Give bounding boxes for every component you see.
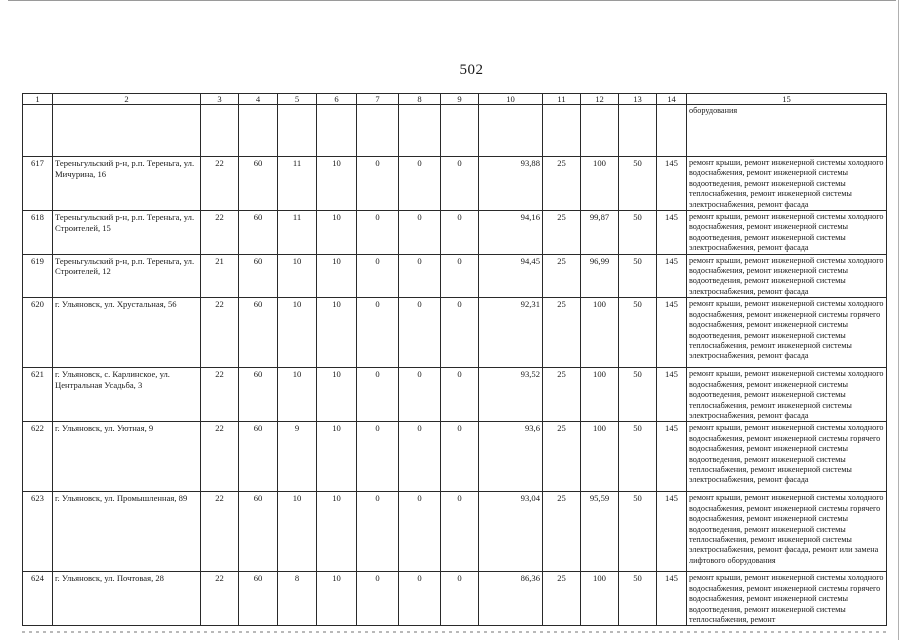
value-col8: 0 xyxy=(399,422,441,492)
value-col14: 145 xyxy=(657,572,687,626)
value-col11: 25 xyxy=(543,572,581,626)
value-col8: 0 xyxy=(399,211,441,255)
register-table xyxy=(22,93,887,626)
value-col10: 93,6 xyxy=(479,422,543,492)
value-col4: 60 xyxy=(239,254,278,298)
address: Тереньгульский р-н, р.п. Тереньга, ул. Строителей, 12 xyxy=(53,254,201,298)
column-number: 7 xyxy=(357,94,399,105)
column-number: 11 xyxy=(543,94,581,105)
value-col4: 60 xyxy=(239,492,278,572)
value-col13: 50 xyxy=(619,211,657,255)
scan-edge-top xyxy=(8,0,896,1)
value-col7: 0 xyxy=(357,298,399,368)
value-col14: 145 xyxy=(657,157,687,211)
works-list: ремонт крыши, ремонт инженерной системы холодного водоснабжения, ремонт инженерной системы горячего водоснабжения, ремонт инженерной системы водоотведения, ремонт инженерной системы теплоснабжения, ремонт xyxy=(687,572,887,626)
value-col10: 92,31 xyxy=(479,298,543,368)
value-col6: 10 xyxy=(317,572,357,626)
address: Тереньгульский р-н, р.п. Тереньга, ул. Строителей, 15 xyxy=(53,211,201,255)
column-number: 2 xyxy=(53,94,201,105)
value-col5: 8 xyxy=(278,572,317,626)
value-col12: 100 xyxy=(581,298,619,368)
table-row xyxy=(23,298,887,368)
column-number: 15 xyxy=(687,94,887,105)
table-row xyxy=(23,422,887,492)
works-list: ремонт крыши, ремонт инженерной системы холодного водоснабжения, ремонт инженерной системы водоотведения, ремонт инженерной системы электроснабжения, ремонт фасада xyxy=(687,211,887,255)
value-col5: 10 xyxy=(278,368,317,422)
value-col12: 100 xyxy=(581,422,619,492)
table-row xyxy=(23,211,887,255)
table-row xyxy=(23,368,887,422)
value-col12: 100 xyxy=(581,572,619,626)
value-col13: 50 xyxy=(619,368,657,422)
value-col6: 10 xyxy=(317,211,357,255)
row-number: 618 xyxy=(23,211,53,255)
value-col13: 50 xyxy=(619,298,657,368)
value-col3: 22 xyxy=(201,298,239,368)
value-col7: 0 xyxy=(357,254,399,298)
value-col9: 0 xyxy=(441,298,479,368)
column-number: 13 xyxy=(619,94,657,105)
value-col9: 0 xyxy=(441,422,479,492)
value-col9: 0 xyxy=(441,254,479,298)
value-col8: 0 xyxy=(399,298,441,368)
works-list: ремонт крыши, ремонт инженерной системы холодного водоснабжения, ремонт инженерной системы водоотведения, ремонт инженерной системы теплоснабжения, ремонт инженерной системы электроснабжения, ремонт фасада xyxy=(687,368,887,422)
row-number: 623 xyxy=(23,492,53,572)
address: г. Ульяновск, с. Карлинское, ул. Центральная Усадьба, 3 xyxy=(53,368,201,422)
works-list: ремонт крыши, ремонт инженерной системы холодного водоснабжения, ремонт инженерной системы горячего водоснабжения, ремонт инженерной системы водоотведения, ремонт инженерной системы теплоснабжения, ремонт инженерной системы электроснабжения, ремонт фасада xyxy=(687,298,887,368)
address: г. Ульяновск, ул. Почтовая, 28 xyxy=(53,572,201,626)
value-col3: 22 xyxy=(201,368,239,422)
value-col11: 25 xyxy=(543,492,581,572)
value-col7: 0 xyxy=(357,211,399,255)
page-number: 502 xyxy=(459,62,484,78)
continuation-text: оборудования xyxy=(687,105,887,157)
column-number: 14 xyxy=(657,94,687,105)
value-col11: 25 xyxy=(543,298,581,368)
value-col4: 60 xyxy=(239,298,278,368)
row-number: 617 xyxy=(23,157,53,211)
value-col7: 0 xyxy=(357,492,399,572)
column-number: 1 xyxy=(23,94,53,105)
value-col8: 0 xyxy=(399,572,441,626)
value-col9: 0 xyxy=(441,492,479,572)
column-number: 8 xyxy=(399,94,441,105)
row-number: 621 xyxy=(23,368,53,422)
value-col9: 0 xyxy=(441,211,479,255)
value-col3: 22 xyxy=(201,572,239,626)
value-col6: 10 xyxy=(317,298,357,368)
value-col10: 94,45 xyxy=(479,254,543,298)
value-col4: 60 xyxy=(239,368,278,422)
address: г. Ульяновск, ул. Уютная, 9 xyxy=(53,422,201,492)
value-col11: 25 xyxy=(543,157,581,211)
column-number: 4 xyxy=(239,94,278,105)
column-number: 9 xyxy=(441,94,479,105)
value-col8: 0 xyxy=(399,157,441,211)
value-col5: 10 xyxy=(278,492,317,572)
value-col3: 22 xyxy=(201,157,239,211)
value-col14: 145 xyxy=(657,298,687,368)
value-col11: 25 xyxy=(543,368,581,422)
value-col14: 145 xyxy=(657,422,687,492)
value-col11: 25 xyxy=(543,254,581,298)
value-col7: 0 xyxy=(357,572,399,626)
value-col6: 10 xyxy=(317,492,357,572)
value-col9: 0 xyxy=(441,368,479,422)
value-col3: 22 xyxy=(201,492,239,572)
value-col13: 50 xyxy=(619,422,657,492)
value-col11: 25 xyxy=(543,422,581,492)
column-number: 10 xyxy=(479,94,543,105)
value-col13: 50 xyxy=(619,572,657,626)
value-col3: 21 xyxy=(201,254,239,298)
value-col13: 50 xyxy=(619,492,657,572)
value-col6: 10 xyxy=(317,368,357,422)
value-col3: 22 xyxy=(201,422,239,492)
row-number: 620 xyxy=(23,298,53,368)
value-col6: 10 xyxy=(317,157,357,211)
value-col10: 94,16 xyxy=(479,211,543,255)
value-col3: 22 xyxy=(201,211,239,255)
value-col14: 145 xyxy=(657,211,687,255)
value-col5: 10 xyxy=(278,298,317,368)
value-col6: 10 xyxy=(317,254,357,298)
value-col4: 60 xyxy=(239,572,278,626)
value-col7: 0 xyxy=(357,157,399,211)
column-number: 5 xyxy=(278,94,317,105)
cut-line xyxy=(22,631,886,633)
value-col13: 50 xyxy=(619,254,657,298)
value-col14: 145 xyxy=(657,254,687,298)
value-col5: 9 xyxy=(278,422,317,492)
value-col4: 60 xyxy=(239,157,278,211)
value-col11: 25 xyxy=(543,211,581,255)
table-row xyxy=(23,572,887,626)
value-col4: 60 xyxy=(239,211,278,255)
table-row xyxy=(23,157,887,211)
works-list: ремонт крыши, ремонт инженерной системы холодного водоснабжения, ремонт инженерной системы водоотведения, ремонт инженерной системы электроснабжения, ремонт фасада xyxy=(687,254,887,298)
value-col12: 100 xyxy=(581,157,619,211)
column-number: 3 xyxy=(201,94,239,105)
continuation-row xyxy=(23,105,887,157)
address: Тереньгульский р-н, р.п. Тереньга, ул. Мичурина, 16 xyxy=(53,157,201,211)
column-number-row xyxy=(23,94,887,105)
row-number: 624 xyxy=(23,572,53,626)
value-col14: 145 xyxy=(657,368,687,422)
row-number: 619 xyxy=(23,254,53,298)
value-col13: 50 xyxy=(619,157,657,211)
value-col10: 93,88 xyxy=(479,157,543,211)
works-list: ремонт крыши, ремонт инженерной системы холодного водоснабжения, ремонт инженерной системы горячего водоснабжения, ремонт инженерной системы водоотведения, ремонт инженерной системы теплоснабжения, ремонт инженерной системы электроснабжения, ремонт фасада, ремонт или замена лифтового оборудования xyxy=(687,492,887,572)
works-list: ремонт крыши, ремонт инженерной системы холодного водоснабжения, ремонт инженерной системы водоотведения, ремонт инженерной системы теплоснабжения, ремонт инженерной системы электроснабжения, ремонт фасада xyxy=(687,157,887,211)
value-col12: 100 xyxy=(581,368,619,422)
value-col12: 96,99 xyxy=(581,254,619,298)
value-col6: 10 xyxy=(317,422,357,492)
value-col9: 0 xyxy=(441,157,479,211)
scan-edge-right xyxy=(898,0,899,640)
value-col4: 60 xyxy=(239,422,278,492)
table-row xyxy=(23,492,887,572)
address: г. Ульяновск, ул. Промышленная, 89 xyxy=(53,492,201,572)
works-list: ремонт крыши, ремонт инженерной системы холодного водоснабжения, ремонт инженерной системы горячего водоснабжения, ремонт инженерной системы водоотведения, ремонт инженерной системы теплоснабжения, ремонт инженерной системы электроснабжения, ремонт фасада xyxy=(687,422,887,492)
value-col7: 0 xyxy=(357,368,399,422)
value-col14: 145 xyxy=(657,492,687,572)
column-number: 6 xyxy=(317,94,357,105)
row-number: 622 xyxy=(23,422,53,492)
value-col8: 0 xyxy=(399,492,441,572)
value-col5: 11 xyxy=(278,157,317,211)
value-col8: 0 xyxy=(399,368,441,422)
address: г. Ульяновск, ул. Хрустальная, 56 xyxy=(53,298,201,368)
value-col10: 93,04 xyxy=(479,492,543,572)
value-col12: 99,87 xyxy=(581,211,619,255)
value-col5: 11 xyxy=(278,211,317,255)
value-col5: 10 xyxy=(278,254,317,298)
value-col10: 93,52 xyxy=(479,368,543,422)
value-col10: 86,36 xyxy=(479,572,543,626)
table-row xyxy=(23,254,887,298)
value-col8: 0 xyxy=(399,254,441,298)
value-col9: 0 xyxy=(441,572,479,626)
value-col7: 0 xyxy=(357,422,399,492)
column-number: 12 xyxy=(581,94,619,105)
value-col12: 95,59 xyxy=(581,492,619,572)
